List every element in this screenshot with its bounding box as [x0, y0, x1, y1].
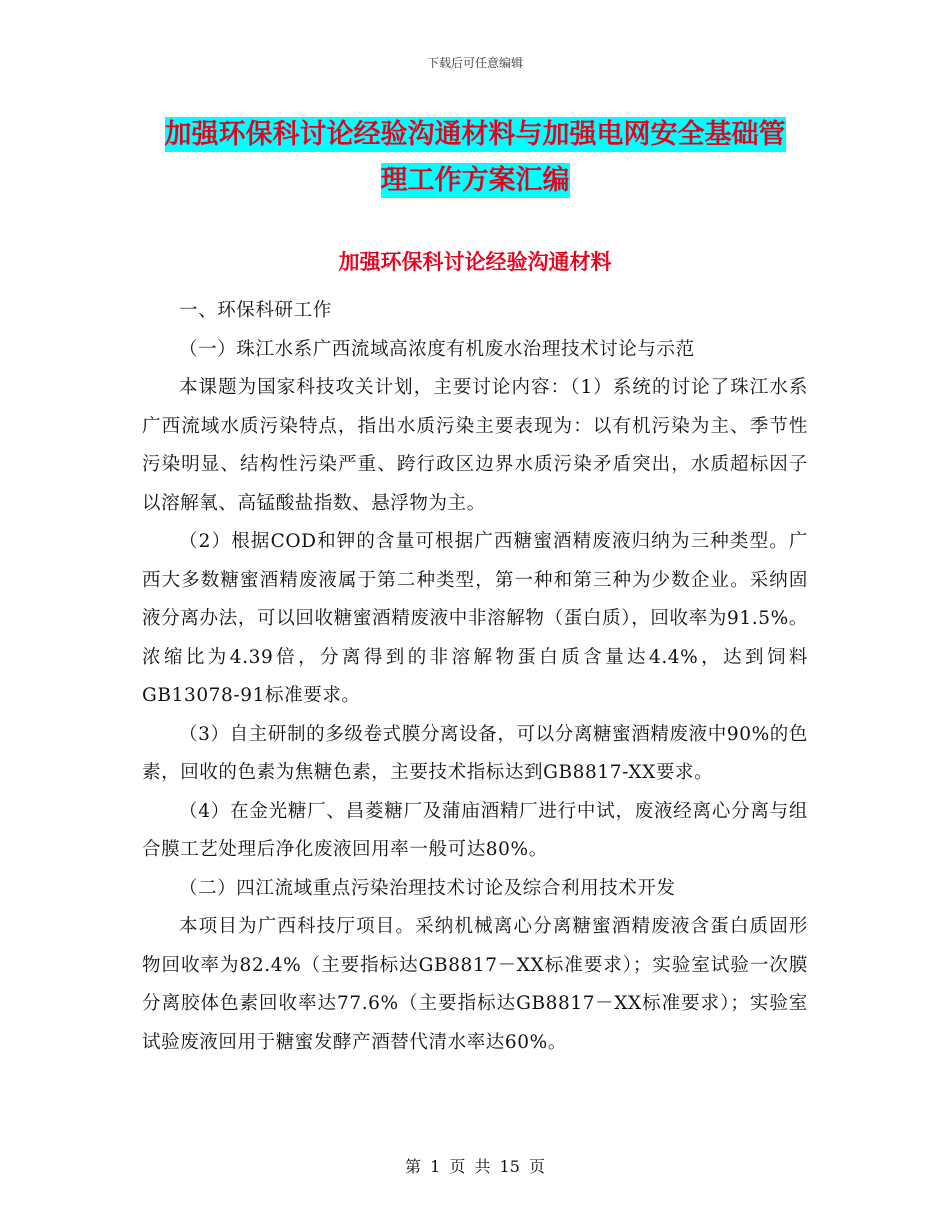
paragraph: 一、环保科研工作: [179, 300, 332, 321]
page-header: 下载后可任意编辑: [426, 56, 523, 70]
paragraph: 本项目为广西科技厅项目。采纳机械离心分离糖蜜酒精废液含蛋白质固形物回收率为82.4%（主要指标达GB8817－XX标准要求）；实验室试验一次膜分离胶体色素回收率达77.6%（主要指标达GB8817－XX标准要求）；实验室试验废液回用于糖蜜发酵产酒替代清水率达60%。: [142, 916, 808, 1053]
paragraph: （2）根据COD和钾的含量可根据广西糖蜜酒精废液归纳为三种类型。广西大多数糖蜜酒精废液属于第二种类型，第一种和第三种为少数企业。采纳固液分离办法，可以回收糖蜜酒精废液中非溶解物（蛋白质），回收率为91.5%。浓缩比为4.39倍，分离得到的非溶解物蛋白质含量达4.4%，达到饲料GB13078-91标准要求。: [142, 531, 808, 706]
paragraph: （4）在金光糖厂、昌菱糖厂及蒲庙酒精厂进行中试，废液经离心分离与组合膜工艺处理后净化废液回用率一般可达80%。: [142, 800, 808, 860]
paragraph: （一）珠江水系广西流域高浓度有机废水治理技术讨论与示范: [179, 338, 695, 360]
paragraph: （二）四江流域重点污染治理技术讨论及综合利用技术开发: [179, 877, 676, 899]
page-footer: 第 1 页 共 15 页: [405, 1157, 545, 1176]
document-title: [142, 112, 808, 204]
paragraph: 本课题为国家科技攻关计划，主要讨论内容：（1）系统的讨论了珠江水系广西流域水质污染特点，指出水质污染主要表现为：以有机污染为主、季节性污染明显、结构性污染严重、跨行政区边界水质污染矛盾突出，水质超标因子以溶解氧、高锰酸盐指数、悬浮物为主。: [142, 377, 808, 514]
section-title: 加强环保科讨论经验沟通材料: [338, 250, 612, 274]
body-text: [142, 292, 808, 1062]
paragraph: （3）自主研制的多级卷式膜分离设备，可以分离糖蜜酒精废液中90%的色素，回收的色素为焦糖色素，主要技术指标达到GB8817-XX要求。: [142, 723, 808, 783]
document-title-line-1: 加强环保科讨论经验沟通材料与加强电网安全基础管: [164, 119, 786, 150]
document-title-line-2: 理工作方案汇编: [380, 165, 570, 196]
